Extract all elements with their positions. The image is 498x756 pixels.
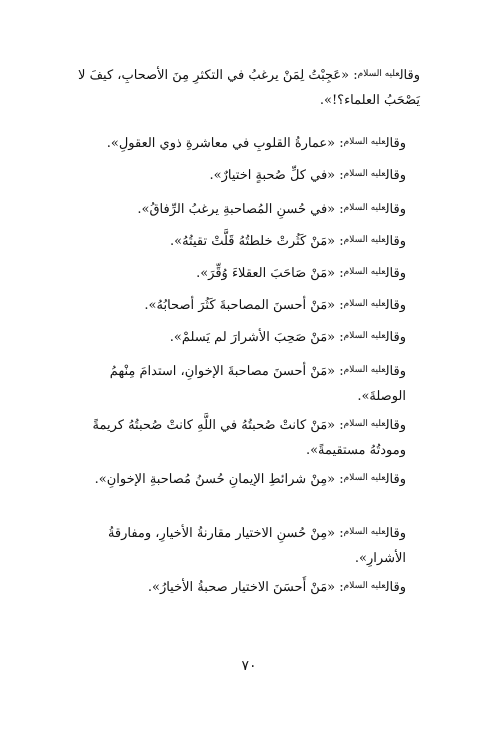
paragraph-quote: : «عَجِبْتُ لِمَنْ يرغبُ في التكثرِ مِنَ الأصحابِ، كيفَ لا يَصْحَبُ العلماء؟!». <box>78 68 420 108</box>
honorific-glyph: عليه السلام <box>343 419 386 429</box>
paragraph-quote: : «مَنْ صَحِبَ الأشرارَ لم يَسلمْ». <box>169 330 344 345</box>
paragraph-quote: : «عمارةُ القلوبِ في معاشرةِ ذوي العقولِ». <box>106 136 344 151</box>
paragraph-intro: وقال <box>385 472 406 487</box>
paragraph-intro: وقال <box>385 136 406 151</box>
paragraph-intro: وقال <box>385 364 406 379</box>
page-number: ٧٠ <box>241 658 257 674</box>
paragraph-quote: : «مَنْ كانتْ صُحبتُهُ في اللَّهِ كانتْ صُحبتُهُ كريمةً ومودتُهُ مستقيمةً». <box>92 418 406 458</box>
paragraph-intro: وقال <box>385 580 406 595</box>
paragraph-intro: وقال <box>385 266 406 281</box>
paragraph-quote: : «في حُسنِ المُصاحبةِ يرغبُ الرِّفاقُ». <box>137 202 344 217</box>
paragraph-quote: : «مِنْ حُسنِ الاختيار مقارنةُ الأخيارِ، ومفارقةُ الأشرارِ». <box>107 526 406 566</box>
paragraph-6 <box>70 260 420 286</box>
honorific-glyph: عليه السلام <box>343 267 386 277</box>
paragraph-intro: وقال <box>399 68 420 83</box>
honorific-glyph: عليه السلام <box>343 473 386 483</box>
paragraph-quote: : «مِنْ شرائطِ الإيمانِ حُسنُ مُصاحبةِ الإخوانِ». <box>94 472 344 487</box>
honorific-glyph: عليه السلام <box>343 235 386 245</box>
paragraph-quote: : «مَنْ أَحسَنَ الاختيار صحبةُ الأخيارُ». <box>147 580 344 595</box>
honorific-glyph: عليه السلام <box>343 169 386 179</box>
paragraph-1 <box>70 62 420 113</box>
honorific-glyph: عليه السلام <box>343 137 386 147</box>
paragraph-12 <box>70 520 420 571</box>
paragraph-quote: : «مَنْ كَثُرتْ خلطتُهُ قَلَّتْ تقيتُهُ». <box>169 234 344 249</box>
honorific-glyph: عليه السلام <box>357 69 400 79</box>
honorific-glyph: عليه السلام <box>343 527 386 537</box>
paragraph-intro: وقال <box>385 298 406 313</box>
paragraph-9 <box>70 358 420 409</box>
paragraph-13 <box>70 574 420 600</box>
paragraph-10 <box>70 412 420 463</box>
paragraph-intro: وقال <box>385 526 406 541</box>
paragraph-quote: : «مَنْ أحسنَ المصاحبةَ كَثُرَ أصحابُهُ». <box>144 298 344 313</box>
paragraph-quote: : «مَنْ أحسنَ مصاحبةَ الإخوانِ، استدامَ مِنْهمُ الوصلةَ». <box>109 364 406 404</box>
paragraph-intro: وقال <box>385 330 406 345</box>
paragraph-4 <box>70 196 420 222</box>
paragraph-intro: وقال <box>385 202 406 217</box>
paragraph-5 <box>70 228 420 254</box>
honorific-glyph: عليه السلام <box>343 581 386 591</box>
paragraph-intro: وقال <box>385 168 406 183</box>
paragraph-11 <box>70 466 420 492</box>
honorific-glyph: عليه السلام <box>343 331 386 341</box>
paragraph-2 <box>70 130 420 156</box>
paragraph-3 <box>70 162 420 188</box>
honorific-glyph: عليه السلام <box>343 203 386 213</box>
paragraph-7 <box>70 292 420 318</box>
honorific-glyph: عليه السلام <box>343 299 386 309</box>
paragraph-intro: وقال <box>385 234 406 249</box>
paragraph-8 <box>70 324 420 350</box>
paragraph-intro: وقال <box>385 418 406 433</box>
paragraph-quote: : «في كلِّ صُحبةٍ اختيارٌ». <box>209 168 344 183</box>
paragraph-quote: : «مَنْ صَاحَبَ العقلاءَ وُقِّرَ». <box>196 266 344 281</box>
honorific-glyph: عليه السلام <box>343 365 386 375</box>
